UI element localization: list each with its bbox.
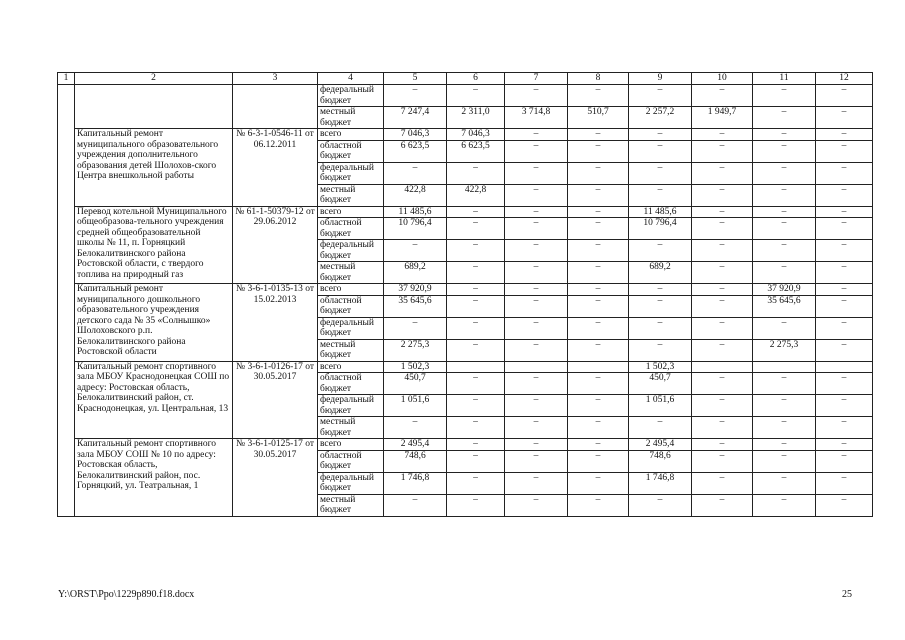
value-cell: – bbox=[753, 450, 816, 472]
value-cell: – bbox=[816, 395, 873, 417]
value-cell: – bbox=[384, 240, 447, 262]
value-cell: – bbox=[568, 373, 629, 395]
value-cell: – bbox=[692, 339, 753, 361]
value-cell: – bbox=[753, 417, 816, 439]
value-cell: – bbox=[568, 284, 629, 296]
value-cell: – bbox=[568, 395, 629, 417]
object-name-cell: Капитальный ремонт спортивного зала МБОУ СОШ № 10 по адресу: Ростовская область, Белокалитвинский район, пос. Горняцкий, ул. Театральная, 1 bbox=[75, 439, 233, 517]
value-cell: – bbox=[692, 184, 753, 206]
value-cell: – bbox=[447, 339, 505, 361]
value-cell: 11 485,6 bbox=[629, 206, 692, 218]
value-cell: – bbox=[816, 140, 873, 162]
value-cell: – bbox=[505, 218, 568, 240]
fund-cell: федеральный бюджет bbox=[318, 240, 384, 262]
value-cell: – bbox=[816, 107, 873, 129]
value-cell: – bbox=[505, 140, 568, 162]
column-header: 5 bbox=[384, 73, 447, 85]
value-cell: – bbox=[692, 140, 753, 162]
value-cell: – bbox=[505, 162, 568, 184]
value-cell: – bbox=[816, 206, 873, 218]
value-cell: – bbox=[629, 295, 692, 317]
object-name-cell: Капитальный ремонт спортивного зала МБОУ Краснодонецкая СОШ по адресу: Ростовская область, Белокалитвинский район, ст. Краснодонецкая, ул. Центральная, 13 bbox=[75, 361, 233, 439]
value-cell: – bbox=[692, 417, 753, 439]
value-cell: 748,6 bbox=[629, 450, 692, 472]
column-header: 7 bbox=[505, 73, 568, 85]
value-cell: – bbox=[816, 85, 873, 107]
fund-cell: всего bbox=[318, 206, 384, 218]
fund-cell: всего bbox=[318, 129, 384, 141]
fund-cell: всего bbox=[318, 284, 384, 296]
value-cell: – bbox=[692, 262, 753, 284]
column-header: 12 bbox=[816, 73, 873, 85]
value-cell: 422,8 bbox=[384, 184, 447, 206]
value-cell: – bbox=[816, 450, 873, 472]
value-cell: – bbox=[816, 284, 873, 296]
value-cell: – bbox=[505, 184, 568, 206]
registration-cell: № 3-6-1-0126-17 от 30.05.2017 bbox=[233, 361, 318, 439]
value-cell: 689,2 bbox=[384, 262, 447, 284]
value-cell: – bbox=[816, 417, 873, 439]
value-cell: 1 051,6 bbox=[629, 395, 692, 417]
value-cell: – bbox=[447, 295, 505, 317]
value-cell: – bbox=[629, 494, 692, 516]
fund-cell: федеральный бюджет bbox=[318, 472, 384, 494]
value-cell bbox=[568, 361, 629, 373]
value-cell: – bbox=[447, 317, 505, 339]
value-cell: – bbox=[447, 85, 505, 107]
value-cell: 1 051,6 bbox=[384, 395, 447, 417]
value-cell: – bbox=[447, 494, 505, 516]
value-cell: 2 495,4 bbox=[629, 439, 692, 451]
value-cell: – bbox=[692, 395, 753, 417]
value-cell: – bbox=[568, 206, 629, 218]
registration-cell: № 3-6-1-0125-17 от 30.05.2017 bbox=[233, 439, 318, 517]
value-cell: – bbox=[629, 284, 692, 296]
value-cell: 748,6 bbox=[384, 450, 447, 472]
value-cell: – bbox=[447, 450, 505, 472]
value-cell: – bbox=[753, 395, 816, 417]
value-cell: 1 746,8 bbox=[629, 472, 692, 494]
value-cell: 37 920,9 bbox=[384, 284, 447, 296]
fund-cell: местный бюджет bbox=[318, 184, 384, 206]
value-cell: – bbox=[505, 295, 568, 317]
value-cell: – bbox=[447, 395, 505, 417]
value-cell: – bbox=[753, 162, 816, 184]
value-cell: – bbox=[692, 218, 753, 240]
value-cell: 2 495,4 bbox=[384, 439, 447, 451]
value-cell: – bbox=[505, 240, 568, 262]
value-cell: – bbox=[692, 450, 753, 472]
object-name-cell bbox=[75, 85, 233, 129]
value-cell: – bbox=[692, 317, 753, 339]
value-cell: – bbox=[568, 317, 629, 339]
fund-cell: федеральный бюджет bbox=[318, 395, 384, 417]
value-cell: 2 311,0 bbox=[447, 107, 505, 129]
page-number: 25 bbox=[842, 589, 852, 600]
value-cell: – bbox=[505, 206, 568, 218]
table-row bbox=[58, 439, 873, 451]
value-cell: – bbox=[816, 129, 873, 141]
value-cell: – bbox=[568, 218, 629, 240]
value-cell: – bbox=[384, 494, 447, 516]
value-cell: – bbox=[568, 85, 629, 107]
value-cell: – bbox=[753, 218, 816, 240]
value-cell: – bbox=[505, 129, 568, 141]
value-cell: – bbox=[629, 140, 692, 162]
value-cell: – bbox=[692, 472, 753, 494]
value-cell: – bbox=[447, 373, 505, 395]
value-cell: – bbox=[568, 184, 629, 206]
value-cell: – bbox=[753, 129, 816, 141]
fund-cell: областной бюджет bbox=[318, 373, 384, 395]
value-cell: – bbox=[816, 262, 873, 284]
value-cell: 422,8 bbox=[447, 184, 505, 206]
fund-cell: всего bbox=[318, 361, 384, 373]
table-row bbox=[58, 85, 873, 107]
value-cell: – bbox=[753, 262, 816, 284]
file-path: Y:\ORST\Ppo\1229p890.f18.docx bbox=[58, 589, 195, 600]
value-cell: – bbox=[568, 472, 629, 494]
index-cell bbox=[58, 85, 75, 517]
value-cell: – bbox=[447, 162, 505, 184]
value-cell: 1 502,3 bbox=[384, 361, 447, 373]
value-cell: 2 257,2 bbox=[629, 107, 692, 129]
fund-cell: местный бюджет bbox=[318, 417, 384, 439]
value-cell: 7 046,3 bbox=[447, 129, 505, 141]
registration-cell: № 6-3-1-0546-11 от 06.12.2011 bbox=[233, 129, 318, 207]
value-cell: – bbox=[384, 162, 447, 184]
value-cell: 35 645,6 bbox=[384, 295, 447, 317]
value-cell: – bbox=[692, 129, 753, 141]
column-header: 4 bbox=[318, 73, 384, 85]
value-cell: – bbox=[447, 472, 505, 494]
value-cell: – bbox=[753, 184, 816, 206]
value-cell: – bbox=[629, 317, 692, 339]
value-cell: 1 502,3 bbox=[629, 361, 692, 373]
value-cell: – bbox=[753, 494, 816, 516]
value-cell: 6 623,5 bbox=[447, 140, 505, 162]
value-cell: – bbox=[816, 295, 873, 317]
value-cell: – bbox=[505, 450, 568, 472]
column-header: 10 bbox=[692, 73, 753, 85]
value-cell: – bbox=[753, 85, 816, 107]
value-cell bbox=[692, 361, 753, 373]
header-row bbox=[58, 73, 873, 85]
value-cell: – bbox=[753, 240, 816, 262]
value-cell: – bbox=[568, 494, 629, 516]
object-name-cell: Перевод котельной Муниципального общеобразова-тельного учреждения средней общеобразовательной школы № 11, п. Горняцкий Белокалитвинского района Ростовской области, с твердого топлива на природный газ bbox=[75, 206, 233, 284]
value-cell: 10 796,4 bbox=[384, 218, 447, 240]
value-cell: – bbox=[692, 162, 753, 184]
value-cell: – bbox=[692, 85, 753, 107]
value-cell: – bbox=[568, 417, 629, 439]
value-cell: 450,7 bbox=[384, 373, 447, 395]
column-header: 3 bbox=[233, 73, 318, 85]
value-cell: – bbox=[692, 284, 753, 296]
fund-cell: местный бюджет bbox=[318, 494, 384, 516]
value-cell: – bbox=[753, 439, 816, 451]
column-header: 6 bbox=[447, 73, 505, 85]
value-cell: – bbox=[692, 494, 753, 516]
value-cell: – bbox=[568, 129, 629, 141]
value-cell: 450,7 bbox=[629, 373, 692, 395]
value-cell: – bbox=[816, 162, 873, 184]
value-cell: – bbox=[568, 450, 629, 472]
fund-cell: местный бюджет bbox=[318, 262, 384, 284]
value-cell: – bbox=[629, 339, 692, 361]
value-cell: – bbox=[447, 417, 505, 439]
value-cell: – bbox=[692, 439, 753, 451]
column-header: 2 bbox=[75, 73, 233, 85]
value-cell: – bbox=[568, 339, 629, 361]
value-cell: – bbox=[816, 317, 873, 339]
value-cell: – bbox=[629, 85, 692, 107]
fund-cell: федеральный бюджет bbox=[318, 317, 384, 339]
table-row bbox=[58, 284, 873, 296]
value-cell: – bbox=[816, 472, 873, 494]
column-header: 8 bbox=[568, 73, 629, 85]
value-cell: – bbox=[753, 206, 816, 218]
value-cell: – bbox=[505, 439, 568, 451]
value-cell: – bbox=[692, 295, 753, 317]
value-cell: – bbox=[505, 339, 568, 361]
value-cell: – bbox=[568, 162, 629, 184]
value-cell: – bbox=[753, 373, 816, 395]
value-cell: – bbox=[816, 439, 873, 451]
value-cell: – bbox=[568, 439, 629, 451]
value-cell: – bbox=[816, 184, 873, 206]
value-cell: – bbox=[629, 162, 692, 184]
value-cell: – bbox=[629, 417, 692, 439]
value-cell: – bbox=[384, 317, 447, 339]
value-cell: – bbox=[816, 373, 873, 395]
value-cell: – bbox=[505, 373, 568, 395]
value-cell bbox=[505, 361, 568, 373]
table-row bbox=[58, 129, 873, 141]
value-cell: 2 275,3 bbox=[384, 339, 447, 361]
value-cell: – bbox=[629, 240, 692, 262]
value-cell: 6 623,5 bbox=[384, 140, 447, 162]
value-cell: – bbox=[692, 240, 753, 262]
fund-cell: федеральный бюджет bbox=[318, 162, 384, 184]
object-name-cell: Капитальный ремонт муниципального образовательного учреждения дополнительного образования детей Шолохов-ского Центра внешкольной работы bbox=[75, 129, 233, 207]
value-cell: – bbox=[692, 373, 753, 395]
registration-cell: № 3-6-1-0135-13 от 15.02.2013 bbox=[233, 284, 318, 362]
value-cell: – bbox=[816, 240, 873, 262]
value-cell bbox=[816, 361, 873, 373]
column-header: 11 bbox=[753, 73, 816, 85]
value-cell: 7 046,3 bbox=[384, 129, 447, 141]
value-cell: – bbox=[505, 395, 568, 417]
value-cell: 37 920,9 bbox=[753, 284, 816, 296]
value-cell: 10 796,4 bbox=[629, 218, 692, 240]
value-cell: – bbox=[816, 339, 873, 361]
value-cell: – bbox=[692, 206, 753, 218]
value-cell: – bbox=[505, 85, 568, 107]
value-cell: – bbox=[568, 262, 629, 284]
value-cell: – bbox=[629, 184, 692, 206]
value-cell: – bbox=[505, 317, 568, 339]
value-cell: – bbox=[505, 472, 568, 494]
fund-cell: всего bbox=[318, 439, 384, 451]
fund-cell: областной бюджет bbox=[318, 140, 384, 162]
value-cell: – bbox=[816, 218, 873, 240]
value-cell: – bbox=[568, 240, 629, 262]
value-cell: – bbox=[753, 472, 816, 494]
fund-cell: областной бюджет bbox=[318, 450, 384, 472]
value-cell: – bbox=[568, 295, 629, 317]
column-header: 9 bbox=[629, 73, 692, 85]
value-cell: – bbox=[816, 494, 873, 516]
value-cell: – bbox=[447, 262, 505, 284]
value-cell: – bbox=[447, 439, 505, 451]
value-cell: – bbox=[384, 85, 447, 107]
value-cell: 3 714,8 bbox=[505, 107, 568, 129]
value-cell: – bbox=[753, 140, 816, 162]
value-cell: – bbox=[447, 240, 505, 262]
value-cell: 35 645,6 bbox=[753, 295, 816, 317]
fund-cell: областной бюджет bbox=[318, 218, 384, 240]
registration-cell: № 61-1-50379-12 от 29.06.2012 bbox=[233, 206, 318, 284]
value-cell: – bbox=[753, 107, 816, 129]
value-cell bbox=[753, 361, 816, 373]
value-cell: 510,7 bbox=[568, 107, 629, 129]
fund-cell: местный бюджет bbox=[318, 107, 384, 129]
value-cell: – bbox=[447, 218, 505, 240]
value-cell: 11 485,6 bbox=[384, 206, 447, 218]
value-cell: – bbox=[568, 140, 629, 162]
fund-cell: федеральный бюджет bbox=[318, 85, 384, 107]
value-cell: – bbox=[447, 284, 505, 296]
value-cell: – bbox=[753, 317, 816, 339]
registration-cell bbox=[233, 85, 318, 129]
fund-cell: областной бюджет bbox=[318, 295, 384, 317]
value-cell: – bbox=[629, 129, 692, 141]
column-header: 1 bbox=[58, 73, 75, 85]
object-name-cell: Капитальный ремонт муниципального дошкольного образовательного учреждения детского сада № 35 «Солнышко» Шолоховского р.п. Белокалитвинского района Ростовской области bbox=[75, 284, 233, 362]
value-cell: – bbox=[447, 206, 505, 218]
value-cell: – bbox=[505, 262, 568, 284]
value-cell: – bbox=[384, 417, 447, 439]
value-cell: 689,2 bbox=[629, 262, 692, 284]
table-row bbox=[58, 361, 873, 373]
value-cell: – bbox=[505, 494, 568, 516]
fund-cell: местный бюджет bbox=[318, 339, 384, 361]
value-cell: – bbox=[505, 417, 568, 439]
value-cell: 7 247,4 bbox=[384, 107, 447, 129]
value-cell: 2 275,3 bbox=[753, 339, 816, 361]
value-cell: – bbox=[505, 284, 568, 296]
budget-table bbox=[57, 72, 873, 517]
value-cell: 1 949,7 bbox=[692, 107, 753, 129]
value-cell bbox=[447, 361, 505, 373]
table-row bbox=[58, 206, 873, 218]
value-cell: 1 746,8 bbox=[384, 472, 447, 494]
